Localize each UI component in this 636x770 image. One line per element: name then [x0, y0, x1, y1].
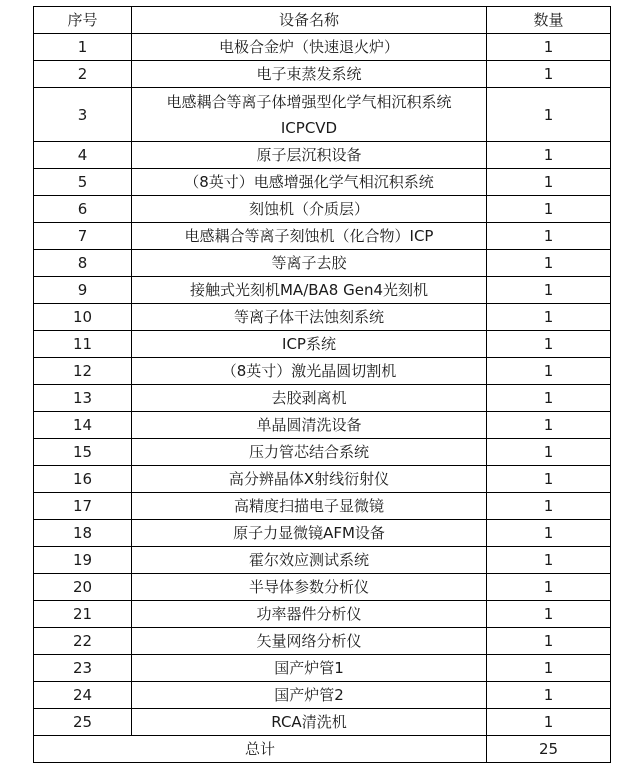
table-row — [34, 628, 611, 655]
table-row — [34, 196, 611, 223]
table-body — [34, 34, 611, 736]
row-index: 14 — [34, 412, 132, 439]
table-row — [34, 250, 611, 277]
table-row — [34, 142, 611, 169]
table-row — [34, 223, 611, 250]
row-quantity: 1 — [487, 439, 611, 466]
row-quantity: 1 — [487, 277, 611, 304]
table-row — [34, 34, 611, 61]
row-index: 25 — [34, 709, 132, 736]
table-row — [34, 466, 611, 493]
row-index: 1 — [34, 34, 132, 61]
row-name: 电感耦合等离子刻蚀机（化合物）ICP — [132, 223, 487, 250]
row-name: 电感耦合等离子体增强型化学气相沉积系统 ICPCVD — [132, 88, 487, 142]
row-index: 7 — [34, 223, 132, 250]
row-index: 18 — [34, 520, 132, 547]
table-row — [34, 601, 611, 628]
row-index: 24 — [34, 682, 132, 709]
row-index: 5 — [34, 169, 132, 196]
row-quantity: 1 — [487, 655, 611, 682]
row-quantity: 1 — [487, 385, 611, 412]
table-row — [34, 358, 611, 385]
row-index: 16 — [34, 466, 132, 493]
row-quantity: 1 — [487, 196, 611, 223]
row-name: 等离子去胶 — [132, 250, 487, 277]
row-index: 19 — [34, 547, 132, 574]
row-quantity: 1 — [487, 520, 611, 547]
row-quantity: 1 — [487, 304, 611, 331]
row-quantity: 1 — [487, 574, 611, 601]
row-name: 电极合金炉（快速退火炉） — [132, 34, 487, 61]
table-row — [34, 412, 611, 439]
row-name: 高精度扫描电子显微镜 — [132, 493, 487, 520]
table-row — [34, 169, 611, 196]
row-name: 半导体参数分析仪 — [132, 574, 487, 601]
row-quantity: 1 — [487, 628, 611, 655]
table-row — [34, 385, 611, 412]
table-row — [34, 439, 611, 466]
row-name: 去胶剥离机 — [132, 385, 487, 412]
row-index: 8 — [34, 250, 132, 277]
row-quantity: 1 — [487, 547, 611, 574]
table-row — [34, 277, 611, 304]
row-index: 20 — [34, 574, 132, 601]
table-row — [34, 547, 611, 574]
row-quantity: 1 — [487, 493, 611, 520]
row-quantity: 1 — [487, 601, 611, 628]
row-name: 国产炉管2 — [132, 682, 487, 709]
table-row — [34, 304, 611, 331]
row-name: 电子束蒸发系统 — [132, 61, 487, 88]
row-name: 国产炉管1 — [132, 655, 487, 682]
row-quantity: 1 — [487, 466, 611, 493]
row-quantity: 1 — [487, 61, 611, 88]
row-index: 3 — [34, 88, 132, 142]
row-name: ICP系统 — [132, 331, 487, 358]
row-name: 矢量网络分析仪 — [132, 628, 487, 655]
table-row — [34, 520, 611, 547]
row-quantity: 1 — [487, 250, 611, 277]
row-quantity: 1 — [487, 709, 611, 736]
row-name: 高分辨晶体X射线衍射仪 — [132, 466, 487, 493]
row-index: 4 — [34, 142, 132, 169]
row-quantity: 1 — [487, 682, 611, 709]
row-index: 15 — [34, 439, 132, 466]
total-row — [34, 736, 611, 763]
row-index: 10 — [34, 304, 132, 331]
table-row — [34, 574, 611, 601]
row-quantity: 1 — [487, 88, 611, 142]
row-name: 霍尔效应测试系统 — [132, 547, 487, 574]
row-name: 压力管芯结合系统 — [132, 439, 487, 466]
table-row — [34, 61, 611, 88]
row-name: RCA清洗机 — [132, 709, 487, 736]
table-row — [34, 331, 611, 358]
row-name: 接触式光刻机MA/BA8 Gen4光刻机 — [132, 277, 487, 304]
table-row — [34, 88, 611, 142]
table-row — [34, 709, 611, 736]
total-label: 总计 — [34, 736, 487, 763]
row-name: 单晶圆清洗设备 — [132, 412, 487, 439]
row-name: 功率器件分析仪 — [132, 601, 487, 628]
row-index: 23 — [34, 655, 132, 682]
header-row — [34, 7, 611, 34]
row-quantity: 1 — [487, 223, 611, 250]
header-index: 序号 — [34, 7, 132, 34]
row-quantity: 1 — [487, 358, 611, 385]
row-index: 21 — [34, 601, 132, 628]
row-index: 13 — [34, 385, 132, 412]
row-index: 11 — [34, 331, 132, 358]
table-footer — [34, 736, 611, 763]
row-name: （8英寸）电感增强化学气相沉积系统 — [132, 169, 487, 196]
row-quantity: 1 — [487, 34, 611, 61]
table-row — [34, 655, 611, 682]
row-name: （8英寸）激光晶圆切割机 — [132, 358, 487, 385]
row-index: 22 — [34, 628, 132, 655]
header-name: 设备名称 — [132, 7, 487, 34]
row-index: 12 — [34, 358, 132, 385]
row-index: 2 — [34, 61, 132, 88]
row-name: 刻蚀机（介质层） — [132, 196, 487, 223]
equipment-table — [33, 6, 611, 763]
row-index: 9 — [34, 277, 132, 304]
row-quantity: 1 — [487, 412, 611, 439]
total-quantity: 25 — [487, 736, 611, 763]
table-header — [34, 7, 611, 34]
row-index: 6 — [34, 196, 132, 223]
row-quantity: 1 — [487, 169, 611, 196]
table-row — [34, 493, 611, 520]
row-quantity: 1 — [487, 142, 611, 169]
row-index: 17 — [34, 493, 132, 520]
row-name: 等离子体干法蚀刻系统 — [132, 304, 487, 331]
row-name: 原子力显微镜AFM设备 — [132, 520, 487, 547]
header-quantity: 数量 — [487, 7, 611, 34]
row-name: 原子层沉积设备 — [132, 142, 487, 169]
row-quantity: 1 — [487, 331, 611, 358]
table-row — [34, 682, 611, 709]
